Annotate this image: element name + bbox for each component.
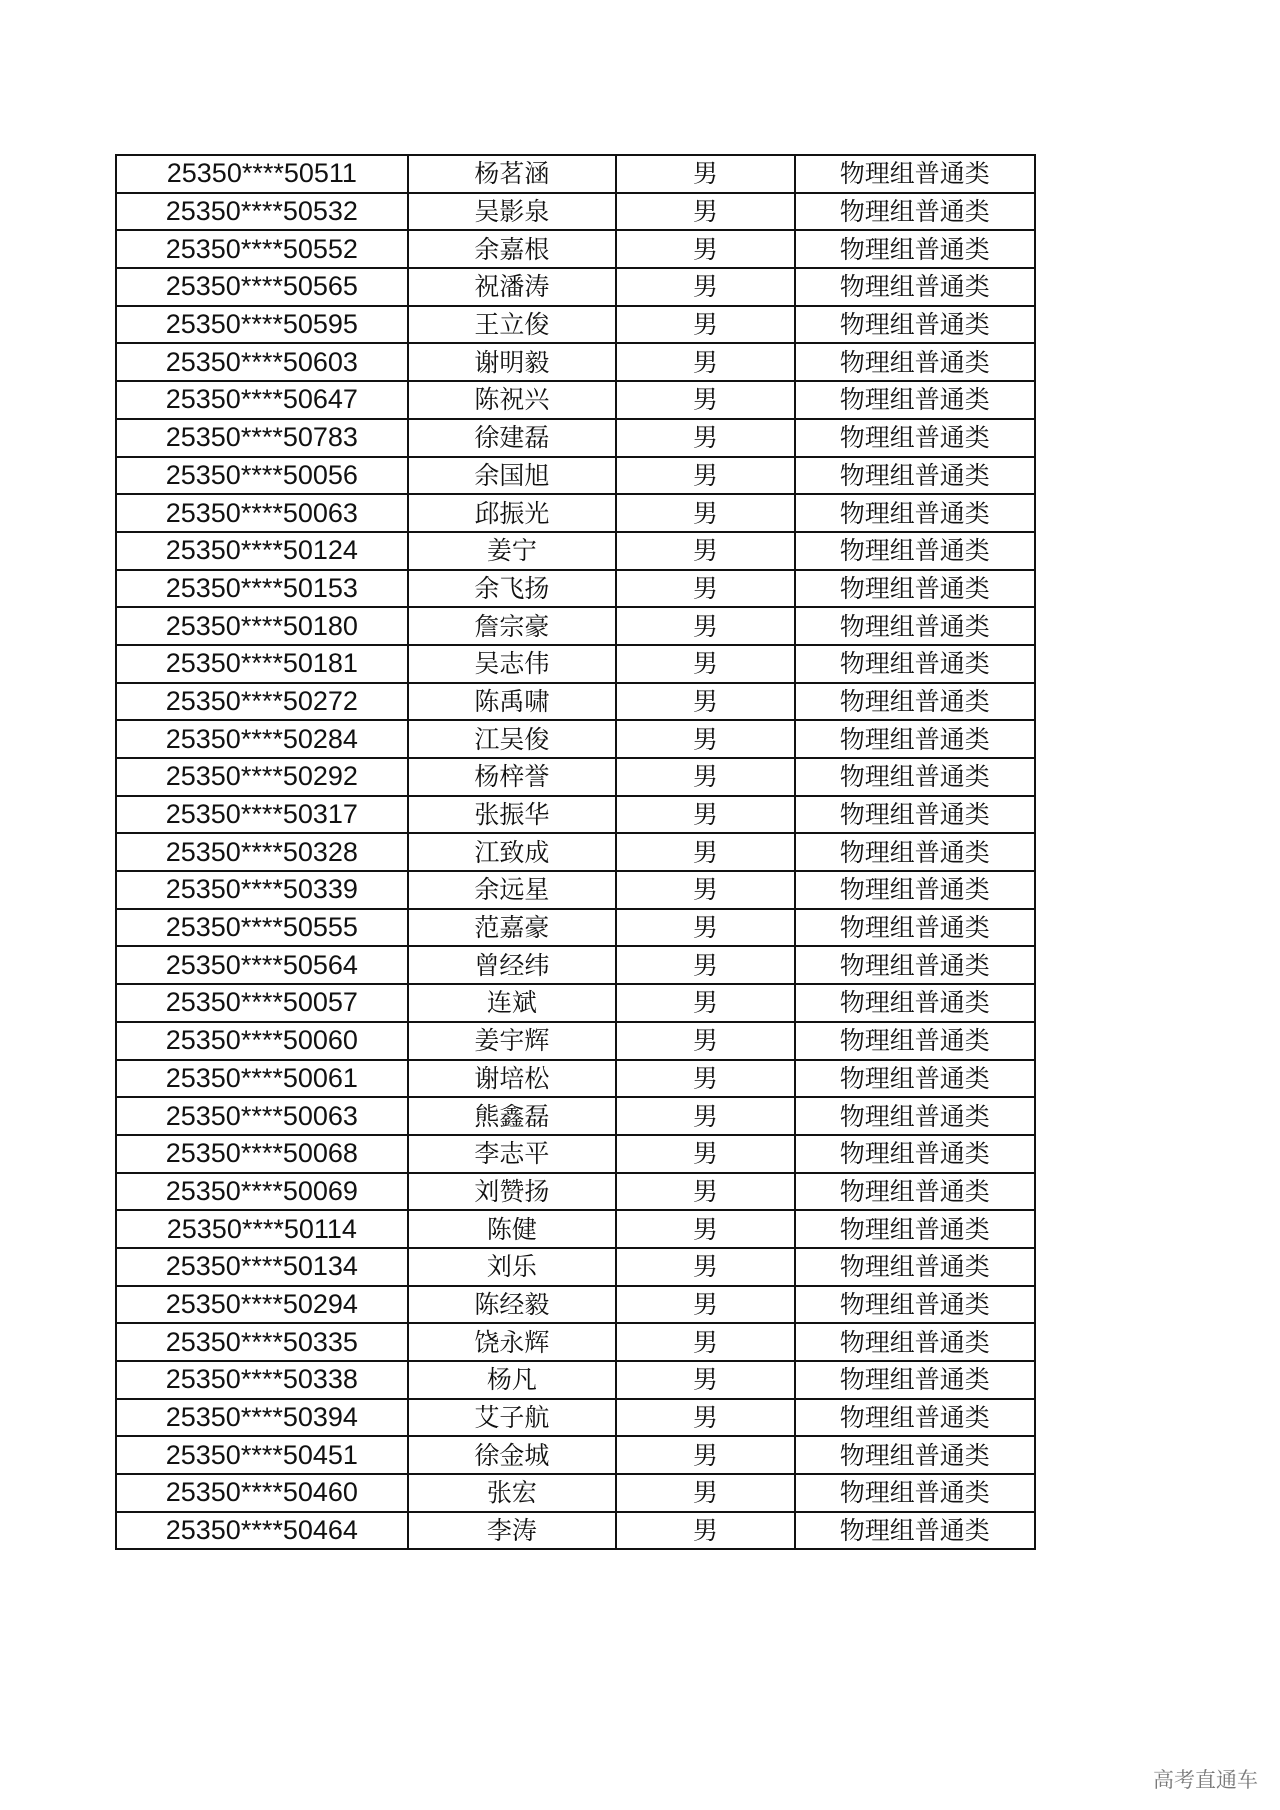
gender-cell: 男 [616, 494, 795, 532]
exam-id-cell: 25350****50069 [116, 1173, 408, 1211]
gender-cell: 男 [616, 1399, 795, 1437]
category-cell: 物理组普通类 [795, 1022, 1035, 1060]
exam-id-cell: 25350****50056 [116, 457, 408, 495]
table-row [116, 532, 1035, 570]
category-cell: 物理组普通类 [795, 1436, 1035, 1474]
exam-id-cell: 25350****50317 [116, 796, 408, 834]
gender-cell: 男 [616, 419, 795, 457]
name-cell: 刘赞扬 [408, 1173, 616, 1211]
category-cell: 物理组普通类 [795, 683, 1035, 721]
table-row [116, 1399, 1035, 1437]
gender-cell: 男 [616, 984, 795, 1022]
gender-cell: 男 [616, 607, 795, 645]
name-cell: 曾经纬 [408, 946, 616, 984]
exam-id-cell: 25350****50394 [116, 1399, 408, 1437]
gender-cell: 男 [616, 796, 795, 834]
table-row [116, 909, 1035, 947]
name-cell: 杨梓誉 [408, 758, 616, 796]
name-cell: 詹宗豪 [408, 607, 616, 645]
gender-cell: 男 [616, 1474, 795, 1512]
table-row [116, 1512, 1035, 1550]
category-cell: 物理组普通类 [795, 419, 1035, 457]
name-cell: 江致成 [408, 833, 616, 871]
gender-cell: 男 [616, 268, 795, 306]
exam-id-cell: 25350****50603 [116, 343, 408, 381]
name-cell: 连斌 [408, 984, 616, 1022]
name-cell: 陈祝兴 [408, 381, 616, 419]
category-cell: 物理组普通类 [795, 1060, 1035, 1098]
name-cell: 李涛 [408, 1512, 616, 1550]
gender-cell: 男 [616, 1323, 795, 1361]
gender-cell: 男 [616, 1248, 795, 1286]
table-row [116, 193, 1035, 231]
category-cell: 物理组普通类 [795, 193, 1035, 231]
gender-cell: 男 [616, 1436, 795, 1474]
gender-cell: 男 [616, 1022, 795, 1060]
gender-cell: 男 [616, 909, 795, 947]
category-cell: 物理组普通类 [795, 1135, 1035, 1173]
category-cell: 物理组普通类 [795, 494, 1035, 532]
exam-id-cell: 25350****50284 [116, 720, 408, 758]
exam-id-cell: 25350****50114 [116, 1210, 408, 1248]
gender-cell: 男 [616, 683, 795, 721]
name-cell: 邱振光 [408, 494, 616, 532]
exam-id-cell: 25350****50783 [116, 419, 408, 457]
name-cell: 刘乐 [408, 1248, 616, 1286]
category-cell: 物理组普通类 [795, 1399, 1035, 1437]
name-cell: 徐建磊 [408, 419, 616, 457]
category-cell: 物理组普通类 [795, 833, 1035, 871]
table-row [116, 720, 1035, 758]
name-cell: 吴影泉 [408, 193, 616, 231]
category-cell: 物理组普通类 [795, 909, 1035, 947]
table-row [116, 1436, 1035, 1474]
table-body [116, 155, 1035, 1549]
category-cell: 物理组普通类 [795, 1286, 1035, 1324]
gender-cell: 男 [616, 720, 795, 758]
table-row [116, 494, 1035, 532]
category-cell: 物理组普通类 [795, 1512, 1035, 1550]
name-cell: 余国旭 [408, 457, 616, 495]
exam-id-cell: 25350****50555 [116, 909, 408, 947]
gender-cell: 男 [616, 758, 795, 796]
student-list-table [115, 154, 1036, 1550]
exam-id-cell: 25350****50294 [116, 1286, 408, 1324]
name-cell: 谢明毅 [408, 343, 616, 381]
exam-id-cell: 25350****50057 [116, 984, 408, 1022]
name-cell: 姜宇辉 [408, 1022, 616, 1060]
name-cell: 陈禹啸 [408, 683, 616, 721]
table-row [116, 1135, 1035, 1173]
exam-id-cell: 25350****50511 [116, 155, 408, 193]
name-cell: 饶永辉 [408, 1323, 616, 1361]
gender-cell: 男 [616, 343, 795, 381]
table-row [116, 1474, 1035, 1512]
exam-id-cell: 25350****50451 [116, 1436, 408, 1474]
table-row [116, 984, 1035, 1022]
name-cell: 余嘉根 [408, 230, 616, 268]
gender-cell: 男 [616, 457, 795, 495]
exam-id-cell: 25350****50292 [116, 758, 408, 796]
table-row [116, 457, 1035, 495]
table-row [116, 343, 1035, 381]
table-row [116, 1097, 1035, 1135]
name-cell: 余远星 [408, 871, 616, 909]
table-row [116, 230, 1035, 268]
table-row [116, 381, 1035, 419]
category-cell: 物理组普通类 [795, 1097, 1035, 1135]
table-row [116, 1361, 1035, 1399]
category-cell: 物理组普通类 [795, 570, 1035, 608]
table-row [116, 796, 1035, 834]
category-cell: 物理组普通类 [795, 343, 1035, 381]
gender-cell: 男 [616, 381, 795, 419]
exam-id-cell: 25350****50595 [116, 306, 408, 344]
table-row [116, 683, 1035, 721]
category-cell: 物理组普通类 [795, 946, 1035, 984]
gender-cell: 男 [616, 1173, 795, 1211]
exam-id-cell: 25350****50068 [116, 1135, 408, 1173]
category-cell: 物理组普通类 [795, 306, 1035, 344]
gender-cell: 男 [616, 871, 795, 909]
category-cell: 物理组普通类 [795, 532, 1035, 570]
exam-id-cell: 25350****50565 [116, 268, 408, 306]
name-cell: 张振华 [408, 796, 616, 834]
exam-id-cell: 25350****50335 [116, 1323, 408, 1361]
name-cell: 杨茗涵 [408, 155, 616, 193]
gender-cell: 男 [616, 1512, 795, 1550]
name-cell: 余飞扬 [408, 570, 616, 608]
category-cell: 物理组普通类 [795, 381, 1035, 419]
name-cell: 江吴俊 [408, 720, 616, 758]
category-cell: 物理组普通类 [795, 1173, 1035, 1211]
table-row [116, 1286, 1035, 1324]
table-row [116, 155, 1035, 193]
category-cell: 物理组普通类 [795, 607, 1035, 645]
gender-cell: 男 [616, 1210, 795, 1248]
exam-id-cell: 25350****50552 [116, 230, 408, 268]
exam-id-cell: 25350****50464 [116, 1512, 408, 1550]
gender-cell: 男 [616, 155, 795, 193]
category-cell: 物理组普通类 [795, 155, 1035, 193]
gender-cell: 男 [616, 1135, 795, 1173]
table-row [116, 1323, 1035, 1361]
gender-cell: 男 [616, 833, 795, 871]
category-cell: 物理组普通类 [795, 645, 1035, 683]
name-cell: 吴志伟 [408, 645, 616, 683]
table-row [116, 946, 1035, 984]
exam-id-cell: 25350****50060 [116, 1022, 408, 1060]
category-cell: 物理组普通类 [795, 1474, 1035, 1512]
table-row [116, 1173, 1035, 1211]
exam-id-cell: 25350****50338 [116, 1361, 408, 1399]
exam-id-cell: 25350****50328 [116, 833, 408, 871]
table-row [116, 1210, 1035, 1248]
table-row [116, 871, 1035, 909]
table-row [116, 645, 1035, 683]
table-row [116, 570, 1035, 608]
name-cell: 陈经毅 [408, 1286, 616, 1324]
exam-id-cell: 25350****50061 [116, 1060, 408, 1098]
name-cell: 姜宁 [408, 532, 616, 570]
category-cell: 物理组普通类 [795, 1248, 1035, 1286]
exam-id-cell: 25350****50564 [116, 946, 408, 984]
exam-id-cell: 25350****50153 [116, 570, 408, 608]
gender-cell: 男 [616, 570, 795, 608]
watermark: 高考直通车 [1153, 1768, 1258, 1792]
gender-cell: 男 [616, 306, 795, 344]
name-cell: 王立俊 [408, 306, 616, 344]
gender-cell: 男 [616, 193, 795, 231]
gender-cell: 男 [616, 230, 795, 268]
exam-id-cell: 25350****50181 [116, 645, 408, 683]
category-cell: 物理组普通类 [795, 871, 1035, 909]
table-row [116, 1248, 1035, 1286]
name-cell: 谢培松 [408, 1060, 616, 1098]
exam-id-cell: 25350****50647 [116, 381, 408, 419]
name-cell: 张宏 [408, 1474, 616, 1512]
exam-id-cell: 25350****50134 [116, 1248, 408, 1286]
exam-id-cell: 25350****50532 [116, 193, 408, 231]
name-cell: 祝潘涛 [408, 268, 616, 306]
exam-id-cell: 25350****50063 [116, 494, 408, 532]
category-cell: 物理组普通类 [795, 720, 1035, 758]
gender-cell: 男 [616, 946, 795, 984]
gender-cell: 男 [616, 1097, 795, 1135]
table-row [116, 1060, 1035, 1098]
exam-id-cell: 25350****50272 [116, 683, 408, 721]
name-cell: 杨凡 [408, 1361, 616, 1399]
category-cell: 物理组普通类 [795, 984, 1035, 1022]
name-cell: 范嘉豪 [408, 909, 616, 947]
table-row [116, 833, 1035, 871]
gender-cell: 男 [616, 1361, 795, 1399]
exam-id-cell: 25350****50124 [116, 532, 408, 570]
name-cell: 徐金城 [408, 1436, 616, 1474]
table-row [116, 758, 1035, 796]
table-row [116, 607, 1035, 645]
exam-id-cell: 25350****50180 [116, 607, 408, 645]
gender-cell: 男 [616, 1286, 795, 1324]
category-cell: 物理组普通类 [795, 1210, 1035, 1248]
name-cell: 艾子航 [408, 1399, 616, 1437]
table-row [116, 419, 1035, 457]
name-cell: 陈健 [408, 1210, 616, 1248]
table-row [116, 268, 1035, 306]
table-row [116, 306, 1035, 344]
exam-id-cell: 25350****50339 [116, 871, 408, 909]
name-cell: 熊鑫磊 [408, 1097, 616, 1135]
category-cell: 物理组普通类 [795, 457, 1035, 495]
category-cell: 物理组普通类 [795, 268, 1035, 306]
category-cell: 物理组普通类 [795, 796, 1035, 834]
exam-id-cell: 25350****50460 [116, 1474, 408, 1512]
table-row [116, 1022, 1035, 1060]
gender-cell: 男 [616, 1060, 795, 1098]
gender-cell: 男 [616, 645, 795, 683]
category-cell: 物理组普通类 [795, 230, 1035, 268]
category-cell: 物理组普通类 [795, 758, 1035, 796]
category-cell: 物理组普通类 [795, 1323, 1035, 1361]
category-cell: 物理组普通类 [795, 1361, 1035, 1399]
name-cell: 李志平 [408, 1135, 616, 1173]
exam-id-cell: 25350****50063 [116, 1097, 408, 1135]
gender-cell: 男 [616, 532, 795, 570]
